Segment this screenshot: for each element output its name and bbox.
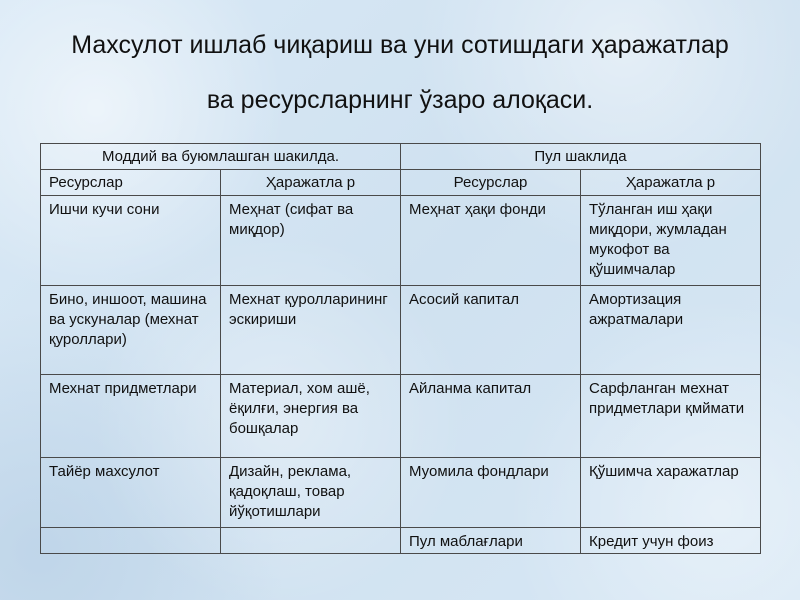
page-title-line-1: Махсулот ишлаб чиқариш ва уни сотишдаги ҳаражатлар: [71, 31, 729, 59]
table-row: [41, 528, 761, 554]
table-cell: Асосий капитал: [401, 286, 581, 375]
group-header-monetary: Пул шаклида: [401, 144, 761, 170]
table-cell: Мехнат придметлари: [41, 375, 221, 458]
table-cell: Бино, иншоот, машина ва ускуналар (мехнат қуроллари): [41, 286, 221, 375]
table-cell: Амортизация ажратмалари: [581, 286, 761, 375]
table-column-header-row: [41, 170, 761, 196]
resources-costs-table: [40, 143, 761, 554]
table-cell: Муомила фондлари: [401, 458, 581, 528]
table-row: [41, 375, 761, 458]
column-header-costs-material: Ҳаражатла р: [221, 170, 401, 196]
table-cell: Пул маблағлари: [401, 528, 581, 554]
page-title-line-2: ва ресурсларнинг ўзаро алоқаси.: [206, 86, 594, 114]
table-cell: Тайёр махсулот: [41, 458, 221, 528]
group-header-material: Моддий ва буюмлашган шакилда.: [41, 144, 401, 170]
table-row: [41, 286, 761, 375]
table-cell: Меҳнат (сифат ва миқдор): [221, 196, 401, 286]
table-cell: Ишчи кучи сони: [41, 196, 221, 286]
table-row: [41, 458, 761, 528]
table-cell: Қўшимча харажатлар: [581, 458, 761, 528]
table-cell: Дизайн, реклама, қадоқлаш, товар йўқотишлари: [221, 458, 401, 528]
table-cell-empty: [41, 528, 221, 554]
table-cell-empty: [221, 528, 401, 554]
table-group-header-row: [41, 144, 761, 170]
table-cell: Меҳнат ҳақи фонди: [401, 196, 581, 286]
table-cell: Кредит учун фоиз: [581, 528, 761, 554]
table-row: [41, 196, 761, 286]
table-cell: Сарфланган мехнат придметлари қмймати: [581, 375, 761, 458]
column-header-resources-monetary: Ресурслар: [401, 170, 581, 196]
table-cell: Материал, хом ашё, ёқилғи, энергия ва бошқалар: [221, 375, 401, 458]
column-header-resources-material: Ресурслар: [41, 170, 221, 196]
column-header-costs-monetary: Ҳаражатла р: [581, 170, 761, 196]
table-cell: Тўланган иш ҳақи миқдори, жумладан мукофот ва қўшимчалар: [581, 196, 761, 286]
table-cell: Айланма капитал: [401, 375, 581, 458]
table-cell: Мехнат қуролларининг эскириши: [221, 286, 401, 375]
